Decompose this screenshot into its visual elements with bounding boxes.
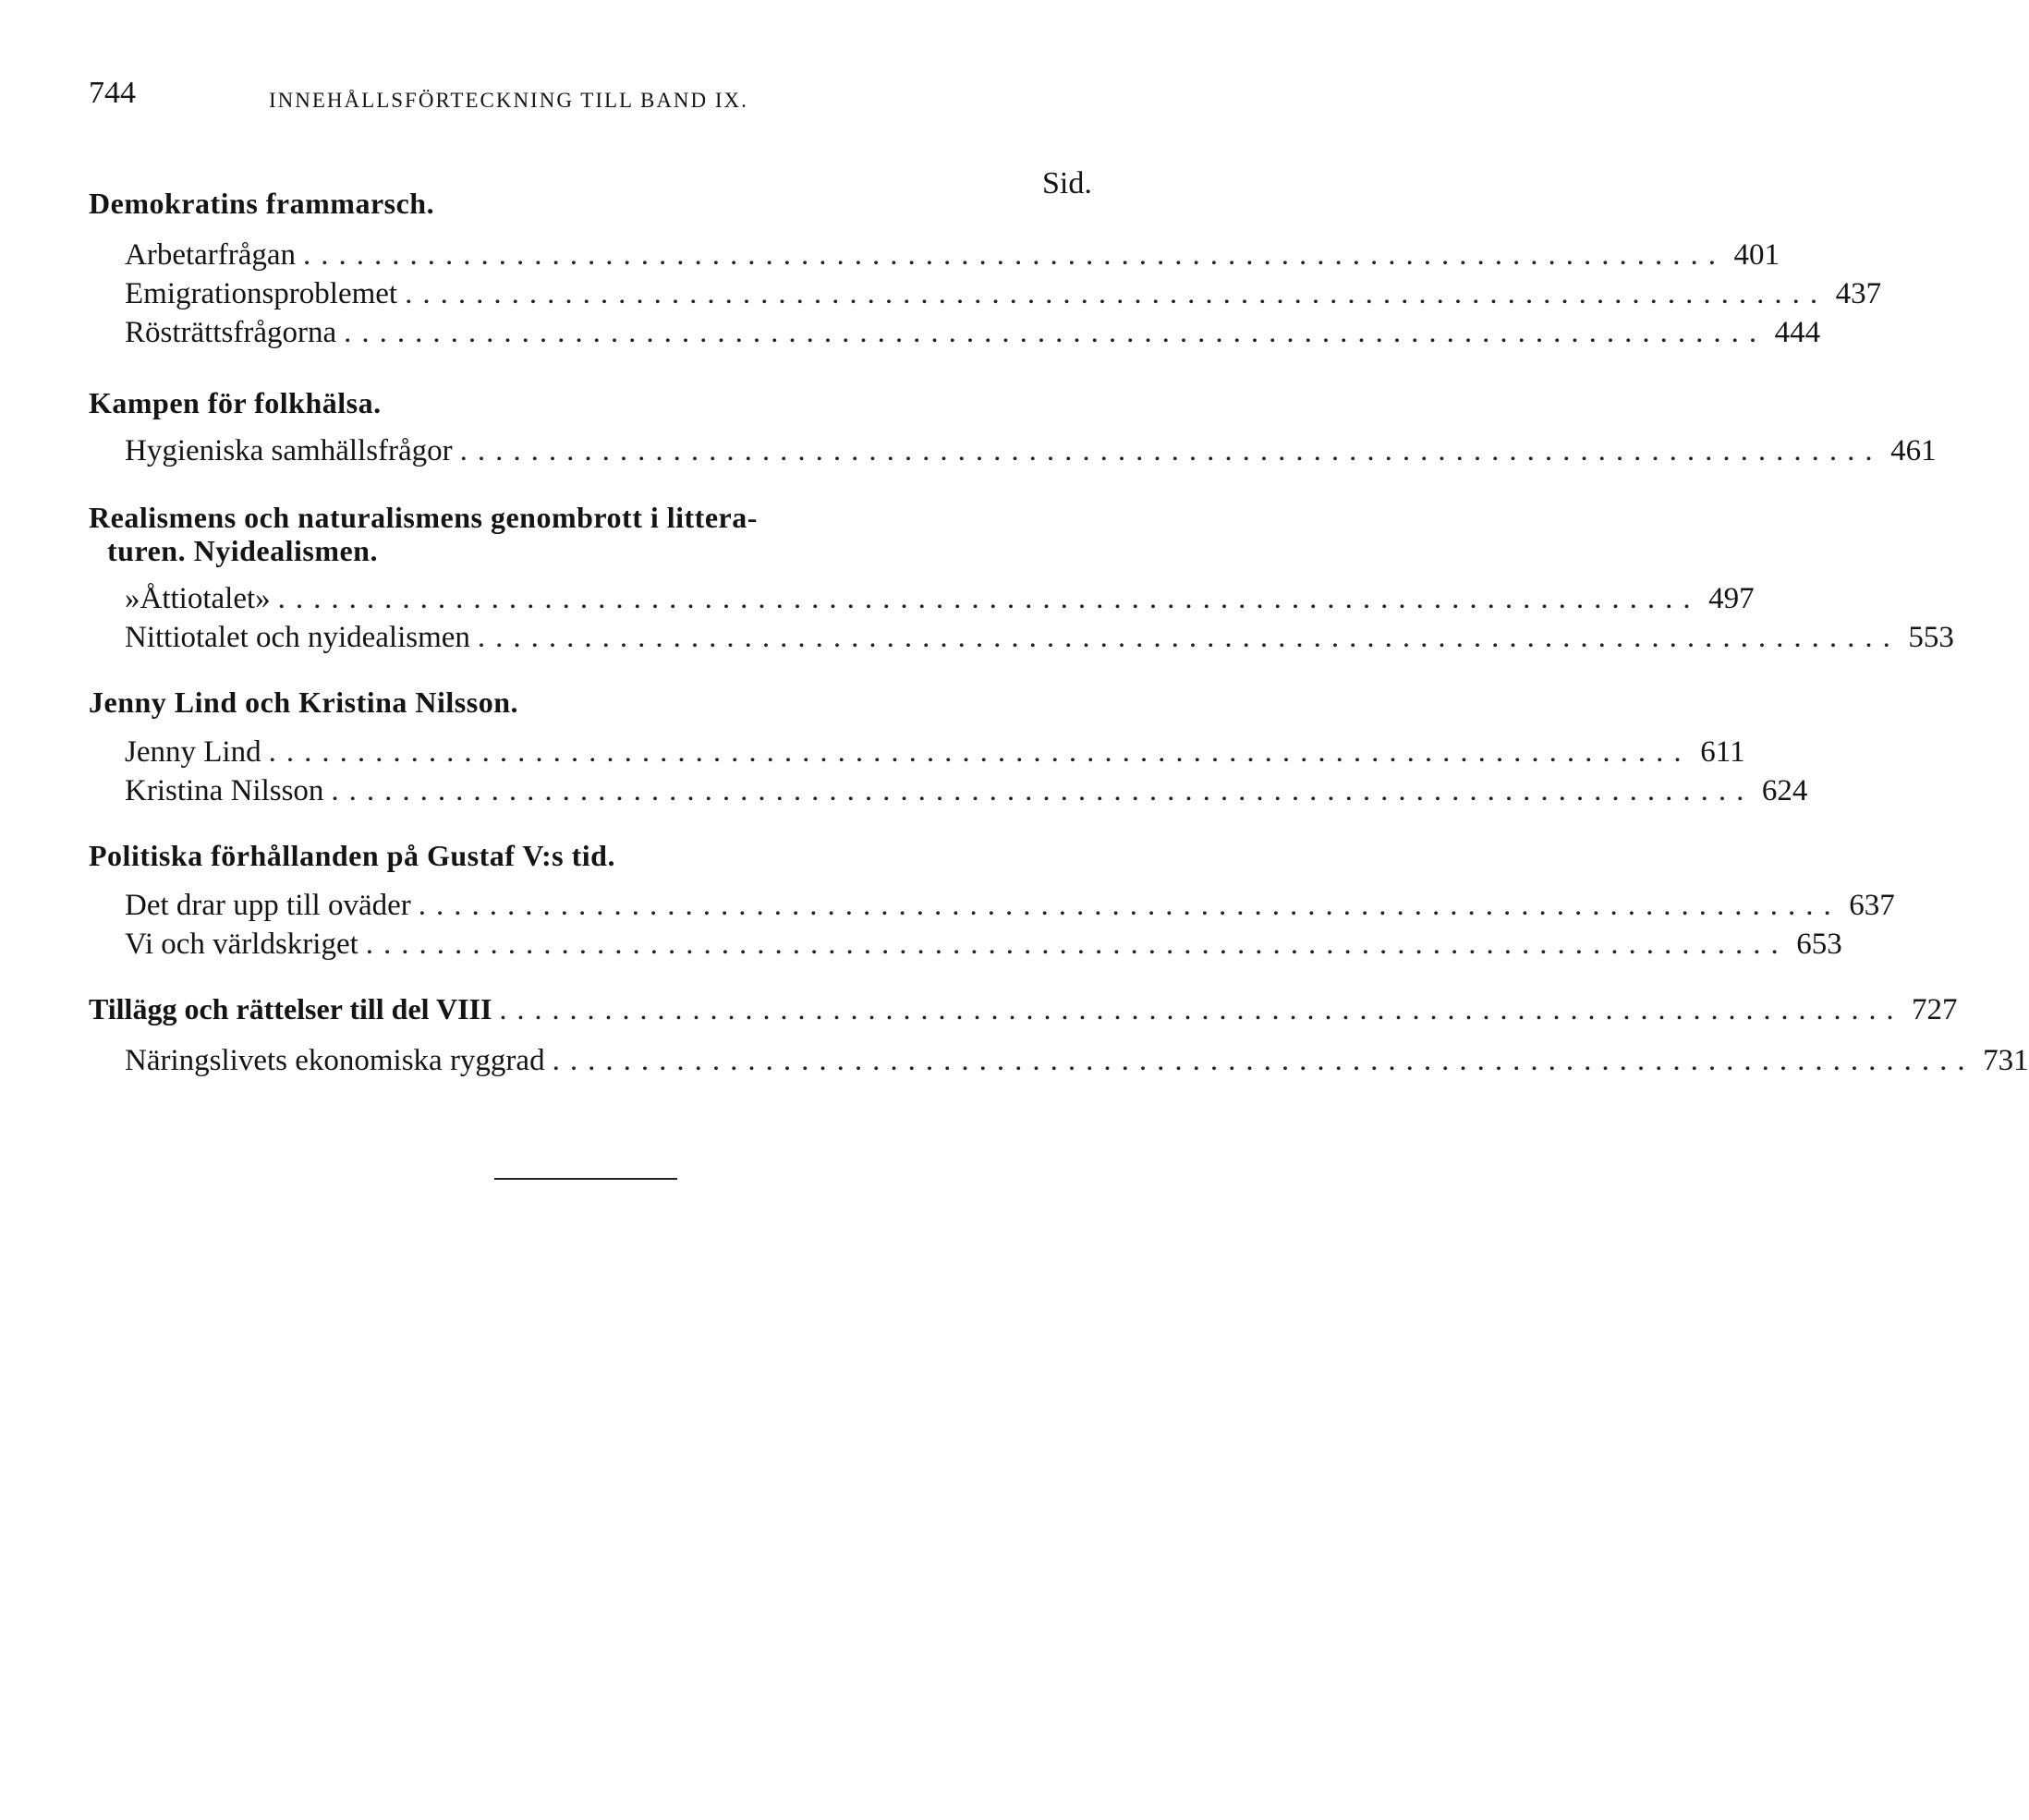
dot-leader: ................................................................................ — [552, 1044, 1975, 1077]
toc-entry — [125, 277, 1882, 316]
section-heading: Demokratins frammarsch. — [89, 187, 435, 220]
dot-leader: ................................................................................ — [331, 774, 1755, 807]
entry-page-number: 611 — [1700, 735, 1745, 769]
entry-title: Arbetarfrågan — [125, 238, 297, 272]
entry-title: Hygieniska samhällsfrågor — [125, 434, 453, 467]
running-title: INNEHÅLLSFÖRTECKNING TILL BAND IX. — [269, 89, 748, 112]
entry-title: Rösträttsfrågorna — [125, 316, 337, 349]
entry-page-number: 624 — [1761, 774, 1808, 807]
section-heading: Kampen för folkhälsa. — [89, 386, 382, 419]
entry-title: Näringslivets ekonomiska ryggrad — [125, 1044, 545, 1077]
section-heading: Jenny Lind och Kristina Nilsson. — [89, 686, 518, 719]
entry-page-number: 727 — [1911, 993, 1958, 1026]
dot-leader: ................................................................................ — [477, 621, 1901, 654]
toc-entry — [125, 928, 1842, 966]
section-heading — [89, 501, 1087, 567]
dot-leader: ................................................................................ — [365, 928, 1789, 961]
page-number: 744 — [89, 76, 136, 110]
toc-entry — [125, 735, 1745, 774]
entry-title: Kristina Nilsson — [125, 774, 324, 807]
entry-title: Det drar upp till oväder — [125, 889, 411, 922]
dot-leader: ................................................................................ — [418, 889, 1841, 922]
entry-page-number: 461 — [1890, 434, 1937, 467]
toc-entry — [125, 621, 1954, 660]
entry-page-number: 497 — [1708, 582, 1755, 615]
dot-leader: ................................................................................ — [303, 238, 1727, 272]
entry-page-number: 437 — [1835, 277, 1882, 310]
entry-page-number: 553 — [1908, 621, 1954, 654]
toc-entry — [125, 774, 1808, 813]
entry-title: »Åttiotalet» — [125, 582, 271, 615]
toc-entry — [125, 316, 1821, 355]
dot-leader: ................................................................................ — [405, 277, 1829, 310]
toc-entry — [125, 434, 1937, 473]
entry-title: Jenny Lind — [125, 735, 261, 769]
toc-entry — [125, 889, 1895, 928]
dot-leader: ................................................................................ — [459, 434, 1883, 467]
section-heading: Tillägg och rättelser till del VIII — [89, 992, 492, 1025]
entry-page-number: 637 — [1849, 889, 1895, 922]
section-heading-line: Realismens och naturalismens genombrott i littera- — [89, 501, 758, 534]
dot-leader: ................................................................................ — [268, 735, 1692, 769]
entry-page-number: 653 — [1796, 928, 1842, 961]
toc-entry — [125, 238, 1780, 277]
toc-entry — [125, 1044, 2029, 1083]
dot-leader: ................................................................................ — [344, 316, 1768, 349]
entry-page-number: 401 — [1733, 238, 1780, 272]
entry-title: Nittiotalet och nyidealismen — [125, 621, 470, 654]
section-heading-line: turen. Nyidealismen. — [107, 534, 378, 567]
page-header — [89, 76, 1105, 122]
section-heading-entry — [89, 992, 1958, 1031]
entry-page-number: 444 — [1774, 316, 1821, 349]
page-column-label: Sid. — [1042, 166, 1092, 200]
entry-title: Emigrationsproblemet — [125, 277, 398, 310]
entry-page-number: 731 — [1983, 1044, 2029, 1077]
section-heading: Politiska förhållanden på Gustaf V:s tid. — [89, 839, 615, 872]
toc-entry — [125, 582, 1755, 621]
dot-leader: ................................................................................ — [499, 992, 1904, 1025]
dot-leader: ................................................................................ — [277, 582, 1701, 615]
entry-title: Vi och världskriget — [125, 928, 358, 961]
end-rule — [494, 1178, 677, 1180]
